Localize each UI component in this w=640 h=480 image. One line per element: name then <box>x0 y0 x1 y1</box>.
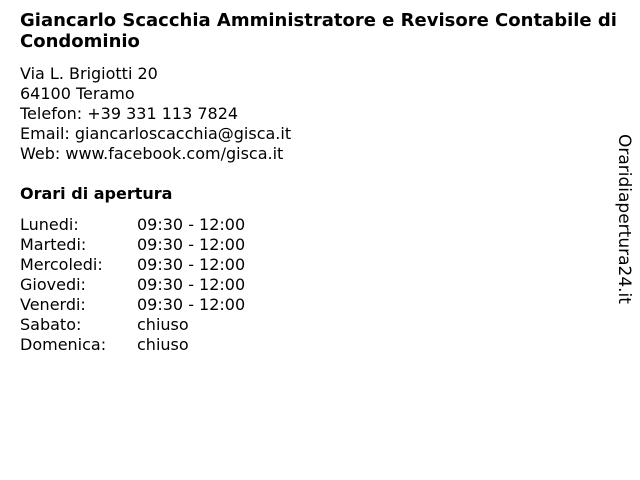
time-value: chiuso <box>137 335 189 354</box>
address-street: Via L. Brigiotti 20 <box>20 64 158 83</box>
time-value: chiuso <box>137 315 189 334</box>
opening-hours-heading: Orari di apertura <box>20 184 173 203</box>
day-label: Venerdi: <box>20 295 86 314</box>
day-label: Lunedi: <box>20 215 79 234</box>
hours-row-friday <box>20 295 620 315</box>
business-card <box>20 10 620 355</box>
business-name: Giancarlo Scacchia Amministratore e Revisore Contabile di Condominio <box>20 10 617 52</box>
time-value: 09:30 - 12:00 <box>137 295 246 314</box>
hours-row-tuesday <box>20 235 620 255</box>
phone-line: Telefon: +39 331 113 7824 <box>20 104 239 123</box>
day-label: Sabato: <box>20 315 82 334</box>
day-label: Mercoledi: <box>20 255 103 274</box>
hours-row-sunday <box>20 335 620 355</box>
time-value: 09:30 - 12:00 <box>137 235 246 254</box>
contact-info <box>20 64 620 164</box>
time-value: 09:30 - 12:00 <box>137 215 246 234</box>
opening-hours-table <box>20 215 620 355</box>
hours-row-thursday <box>20 275 620 295</box>
time-value: 09:30 - 12:00 <box>137 255 246 274</box>
hours-row-saturday <box>20 315 620 335</box>
web-line: Web: www.facebook.com/gisca.it <box>20 144 284 163</box>
day-label: Martedi: <box>20 235 87 254</box>
day-label: Domenica: <box>20 335 107 354</box>
day-label: Giovedi: <box>20 275 86 294</box>
email-line: Email: giancarloscacchia@gisca.it <box>20 124 292 143</box>
hours-row-wednesday <box>20 255 620 275</box>
hours-row-monday <box>20 215 620 235</box>
address-city: 64100 Teramo <box>20 84 135 103</box>
site-watermark: Oraridiapertura24.it <box>614 134 634 304</box>
time-value: 09:30 - 12:00 <box>137 275 246 294</box>
